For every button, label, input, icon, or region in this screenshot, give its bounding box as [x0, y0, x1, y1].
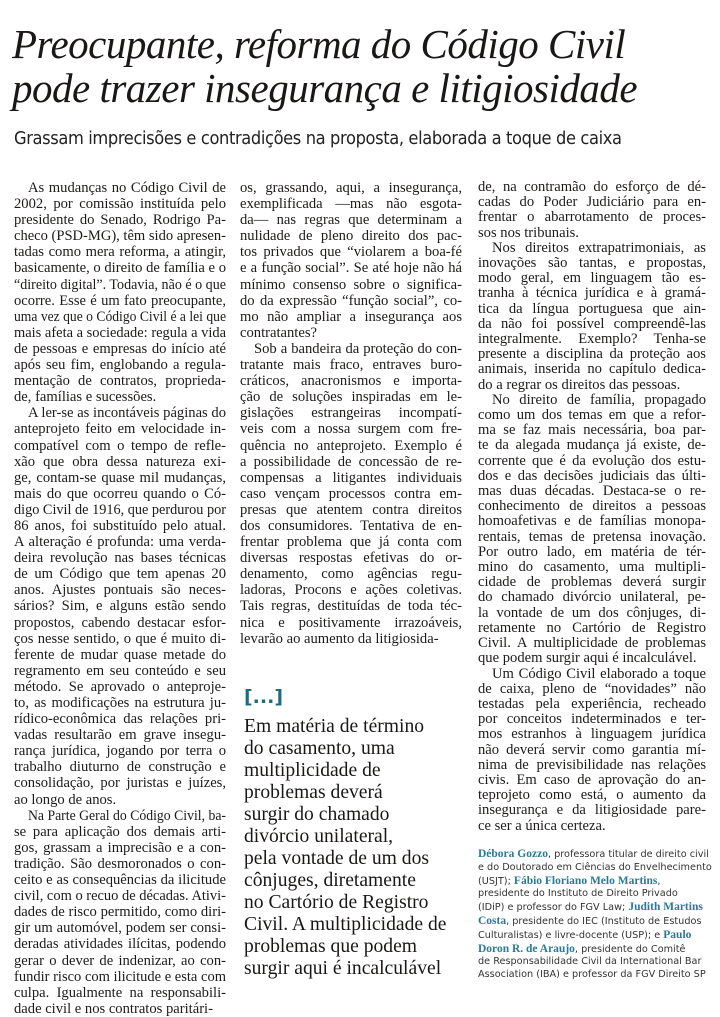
- bio-text: Culturalistas) e livre-docente (USP); e: [478, 929, 664, 941]
- pull-quote-line: cônjuges, diretamente: [244, 870, 416, 891]
- bio-text: , presidente do IEC (Instituto de Estudos: [506, 915, 702, 927]
- article-line: culpa. Igualmente na responsabili-: [14, 984, 226, 1001]
- pull-quote-line: divórcio unilateral,: [244, 826, 394, 847]
- pull-quote-line: pela vontade de um dos: [244, 848, 430, 869]
- subtitle: Grassam imprecisões e contradições na proposta, elaborada a toque de caixa: [14, 129, 622, 149]
- article-line: cidade de problemas deverá surgir: [478, 574, 706, 591]
- article-line: regramento em seu conteúdo e seu: [14, 662, 226, 679]
- article-line: A ler-se as incontáveis páginas do: [28, 405, 226, 422]
- article-line: quência no anteprojeto. Exemplo é: [240, 437, 462, 454]
- article-line: rídico-econômica das relações pri-: [14, 711, 226, 728]
- bio-line: [478, 943, 708, 957]
- article-line: se para aplicação dos demais arti-: [14, 823, 226, 840]
- article-line: insegurança e da litigiosidade pare-: [478, 802, 706, 819]
- article-line: denamento, como agências regu-: [240, 566, 462, 583]
- article-line: tica da língua portuguesa que ain-: [478, 300, 706, 317]
- article-column-3: [478, 180, 706, 834]
- article-line: modo geral, em linguagem tão es-: [478, 270, 706, 287]
- article-line: ma se faz mais necessária, boa par-: [478, 422, 706, 439]
- article-line: dades de risco permitido, como diri-: [14, 904, 226, 921]
- article-line: de um Código que tem apenas 20: [14, 566, 226, 583]
- pull-quote-line: problemas que podem: [244, 936, 418, 957]
- article-line: rança jurídica, jogando por terra o: [14, 743, 226, 760]
- headline-line: pode trazer insegurança e litigiosidade: [12, 65, 638, 111]
- article-line: la vontade de um dos cônjuges, di-: [478, 604, 706, 621]
- article-line: da não foi possível compreendê-las: [478, 315, 706, 332]
- bio-line: [478, 861, 712, 875]
- article-line: uma vez que o Código Civil é a lei que: [14, 308, 226, 325]
- pull-quote-line: surgir aqui é incalculável: [244, 958, 442, 979]
- article-line: nulidade de pleno direito dos pac-: [240, 228, 462, 245]
- article-line: inovações são tantas, e propostas,: [478, 255, 706, 272]
- article-line: gislações estrangeiras incompatí-: [240, 405, 462, 422]
- author-name: Costa: [478, 914, 507, 927]
- article-line: do chamado divórcio unilateral, pe-: [478, 589, 706, 606]
- pull-quote-line: multiplicidade de: [244, 760, 381, 781]
- article-line: integralmente. Exemplo? Tenha-se: [478, 331, 706, 348]
- article-line: os, grassando, aqui, a insegurança,: [240, 180, 462, 196]
- article-line: por conceitos indeterminados e ter-: [478, 711, 706, 728]
- headline-line: Preocupante, reforma do Código Civil: [12, 21, 626, 67]
- article-paragraph: [240, 341, 462, 647]
- article-line: dos e das decisões judiciais das últi-: [478, 467, 706, 484]
- article-line: xão que obra dessa natureza exi-: [14, 453, 226, 470]
- article-line: método. Se aprovado o anteproje-: [14, 678, 226, 695]
- article-line: deira revolução nas bases técnicas: [14, 550, 226, 567]
- author-name: Judith Martins: [628, 901, 703, 914]
- article-line: animais, inserida no capítulo dedica-: [478, 361, 706, 378]
- article-line: sos nos tribunais.: [478, 224, 579, 241]
- article-line: Nos direitos extrapatrimoniais, as: [492, 239, 706, 256]
- author-name: Paulo: [663, 928, 692, 941]
- article-line: de, famílias e sucessões.: [14, 389, 157, 406]
- article-line: Civil. A multiplicidade de problemas: [478, 635, 706, 652]
- article-line: gos, grassam a imprecisão e a con-: [14, 839, 226, 856]
- article-paragraph: [14, 405, 226, 807]
- article-line: homoafetivas e de famílias monopa-: [478, 513, 706, 530]
- article-line: to, as modificações na estrutura ju-: [14, 695, 226, 711]
- article-line: tadas como mera reforma, a atingir,: [14, 244, 226, 261]
- article-line: cadas do Poder Judiciário para en-: [478, 194, 706, 211]
- article-line: exemplificada —mas não esgota-: [240, 196, 462, 213]
- article-line: mais afeta a sociedade: regula a vida: [14, 324, 226, 341]
- article-line: deradas atividades ilícitas, podendo: [14, 936, 226, 953]
- author-name: Fábio Floriano Melo Martins: [513, 874, 658, 887]
- omission-marker: [...]: [244, 686, 284, 708]
- article-line: checo (PSD-MG), têm sido apresen-: [14, 228, 226, 245]
- bio-line: [478, 969, 708, 982]
- article-line: veis com a nossa surgem com fre-: [240, 421, 462, 438]
- pull-quote: [244, 716, 469, 980]
- article-line: tranha à técnica jurídica e à gramá-: [478, 285, 706, 302]
- article-line: mo não ampliar a insegurança aos: [240, 308, 462, 325]
- article-paragraph: [478, 393, 706, 667]
- article-paragraph: [240, 180, 462, 341]
- author-bio: [478, 848, 712, 982]
- bio-line: [478, 956, 708, 969]
- article-line: presente a disciplina da proteção aos: [478, 346, 706, 363]
- author-name: Débora Gozzo: [478, 848, 548, 860]
- article-line: digo Civil de 1916, que perdurou por: [14, 501, 226, 518]
- article-paragraph: [14, 180, 226, 405]
- article-line: caso vençam processos contra em-: [240, 485, 462, 502]
- pull-quote-line: do casamento, uma: [244, 738, 395, 759]
- pull-quote-line: surgir do chamado: [244, 804, 390, 825]
- article-line: dos consumidores. Tentativa de en-: [240, 517, 462, 534]
- article-line: de caixa, pleno de “novidades” não: [478, 680, 706, 697]
- article-line: “direito digital”. Todavia, não é o que: [14, 276, 226, 293]
- article-line: testadas pela experiência, recheado: [478, 695, 706, 712]
- article-line: sários? Sim, e alguns estão sendo: [14, 598, 226, 615]
- article-line: e a função social”. Se até hoje não há: [240, 260, 462, 277]
- article-line: tradição. São desmoronados o con-: [14, 855, 226, 872]
- article-line: Por outro lado, em matéria de tér-: [478, 543, 706, 560]
- article-line: Tais regras, destituídas de toda téc-: [240, 598, 462, 615]
- article-line: Na Parte Geral do Código Civil, ba-: [28, 807, 226, 824]
- article-line: rentais, temas de pretensa inovação.: [478, 528, 706, 545]
- article-line: cráticos, anacronismos e importa-: [240, 373, 462, 390]
- article-line: diversas respostas efetivas do or-: [240, 550, 462, 567]
- bio-text: , professora titular de direito civil: [547, 849, 709, 860]
- bio-line: [478, 875, 708, 889]
- article-line: Um Código Civil elaborado a toque: [492, 665, 706, 682]
- article-line: teprojeto como está, o aumento da: [478, 787, 706, 804]
- pull-quote-line: problemas deverá: [244, 782, 383, 803]
- article-line: consolidação, por juristas e juízes,: [14, 775, 226, 792]
- bio-text: (USJT);: [478, 875, 514, 887]
- headline: [12, 22, 712, 110]
- article-line: anteprojeto feito em velocidade in-: [14, 421, 226, 438]
- pull-quote-line: Em matéria de término: [244, 716, 425, 737]
- article-line: ços nesse sentido, o que é muito di-: [14, 630, 226, 647]
- article-line: ladoras, Procons e ações coletivas.: [240, 582, 462, 599]
- article-line: não deverá servir como garantia mí-: [478, 741, 706, 758]
- article-line: trabalho diuturno de construção e: [14, 759, 226, 776]
- article-column-1: [14, 180, 226, 1017]
- article-line: Sob a bandeira da proteção do con-: [254, 340, 462, 357]
- article-line: nima de previsibilidade nas relações: [478, 756, 706, 773]
- article-line: A alteração é profunda: uma verda-: [14, 534, 226, 551]
- article-line: do a regrar os direitos das pessoas.: [478, 376, 681, 393]
- bio-text: presidente do Instituto de Direito Privado: [478, 888, 678, 900]
- pull-quote-line: no Cartório de Registro: [244, 892, 429, 913]
- article-line: No direito de família, propagado: [492, 391, 706, 408]
- article-line: levarão ao aumento da litigiosida-: [240, 630, 439, 647]
- article-line: do da expressão “função social”, co-: [240, 292, 462, 309]
- article-line: gir um automóvel, podem ser consi-: [14, 920, 226, 937]
- article-paragraph: [478, 241, 706, 393]
- article-line: presidente do Senado, Rodrigo Pa-: [14, 212, 226, 229]
- article-line: basicamente, o direito de família e o: [14, 260, 226, 277]
- article-line: mas duas décadas. Destaca-se o re-: [478, 483, 706, 500]
- bio-line: [478, 929, 708, 943]
- article-line: de, na contramão do esforço de dé-: [478, 179, 706, 195]
- article-line: mino do casamento, uma multipli-: [478, 559, 706, 576]
- article-line: compatível com o tempo de refle-: [14, 437, 226, 454]
- article-paragraph: [478, 667, 706, 834]
- article-line: gerar o dever de indenizar, ao con-: [14, 952, 226, 969]
- author-name: Doron R. de Araujo: [478, 942, 575, 955]
- article-paragraph: [14, 808, 226, 1017]
- bio-text: e do Doutorado em Ciências do Envelhecimento: [478, 861, 712, 873]
- article-line: ge, contam-se quase mil mudanças,: [14, 469, 226, 486]
- article-paragraph: [478, 180, 706, 241]
- article-line: vadas resultarão em grave insegu-: [14, 727, 226, 744]
- article-line: mentação de contratos, proprieda-: [14, 373, 226, 390]
- article-line: fundir risco com ilicitude e esta com: [14, 968, 226, 985]
- bio-line: [478, 915, 708, 929]
- article-line: frentar problema que já conta com: [240, 534, 462, 551]
- article-line: conhecimento de direitos a pessoas: [478, 498, 706, 515]
- article-line: ferente de mudar quase metade do: [14, 646, 226, 663]
- article-line: compensas a litigantes individuais: [240, 469, 462, 486]
- article-line: mínimo consenso sobre o significa-: [240, 276, 462, 293]
- article-line: tos privados que “violarem a boa-fé: [240, 244, 462, 261]
- article-line: ce ser a única certeza.: [478, 817, 606, 834]
- article-line: 86 anos, foi substituído pelo atual.: [14, 517, 226, 534]
- article-line: que podem surgir aqui é incalculável.: [478, 650, 697, 667]
- article-line: ocorre. Esse é um fato preocupante,: [14, 292, 226, 309]
- article-line: após seu fim, englobando a regula-: [14, 357, 226, 374]
- article-line: civis. Em caso de aprovação do an-: [478, 771, 706, 788]
- article-line: nica e positivamente irrazoáveis,: [240, 614, 462, 631]
- article-line: a possibilidade de concessão de re-: [240, 453, 462, 470]
- pull-quote-line: Civil. A multiplicidade de: [244, 914, 447, 935]
- article-line: frentar o abarrotamento de proces-: [478, 209, 706, 226]
- article-line: anos. Ajustes pontuais são neces-: [14, 582, 226, 599]
- bio-line: [478, 848, 708, 862]
- article-line: contratantes?: [240, 324, 317, 341]
- article-line: da— nas regras que determinam a: [240, 212, 462, 229]
- article-line: civil, com o recuo de décadas. Ativi-: [14, 888, 226, 905]
- article-line: de pessoas e empresas do início até: [14, 340, 226, 357]
- article-line: ao longo de anos.: [14, 791, 117, 808]
- article-column-2: [240, 180, 462, 647]
- article-line: corrente que é da evolução dos estu-: [478, 452, 706, 469]
- bio-text: Association (IBA) e professor da FGV Direito SP: [478, 969, 706, 981]
- article-line: como um dos temas em que a refor-: [478, 407, 706, 424]
- bio-text: , presidente do Comitê: [574, 943, 686, 955]
- bio-line: [478, 901, 708, 915]
- article-line: ção de soluções inspiradas em le-: [240, 389, 462, 406]
- article-line: tratante mais fraco, entraves buro-: [240, 357, 462, 374]
- article-line: 2002, por comissão instituída pelo: [14, 196, 226, 213]
- article-line: As mudanças no Código Civil de: [28, 180, 226, 196]
- bio-text: de Responsabilidade Civil da International Bar: [478, 956, 702, 968]
- article-line: retamente no Cartório de Registro: [478, 619, 706, 636]
- bio-line: [478, 888, 708, 901]
- article-line: propostos, cabendo destacar esfor-: [14, 614, 226, 631]
- article-line: dade civil e nos contratos paritári-: [14, 1000, 213, 1017]
- article-line: mos estranhos à linguagem jurídica: [478, 726, 706, 743]
- article-line: te da alegada mudança já existe, de-: [478, 437, 706, 454]
- bio-text: (IDiP) e professor do FGV Law;: [478, 902, 629, 914]
- article-line: presas que atentem contra direitos: [240, 501, 462, 518]
- bio-text: ,: [657, 875, 661, 887]
- article-line: ceito e as consequências da ilicitude: [14, 872, 226, 889]
- article-line: mais do que ocorreu quando o Có-: [14, 485, 226, 502]
